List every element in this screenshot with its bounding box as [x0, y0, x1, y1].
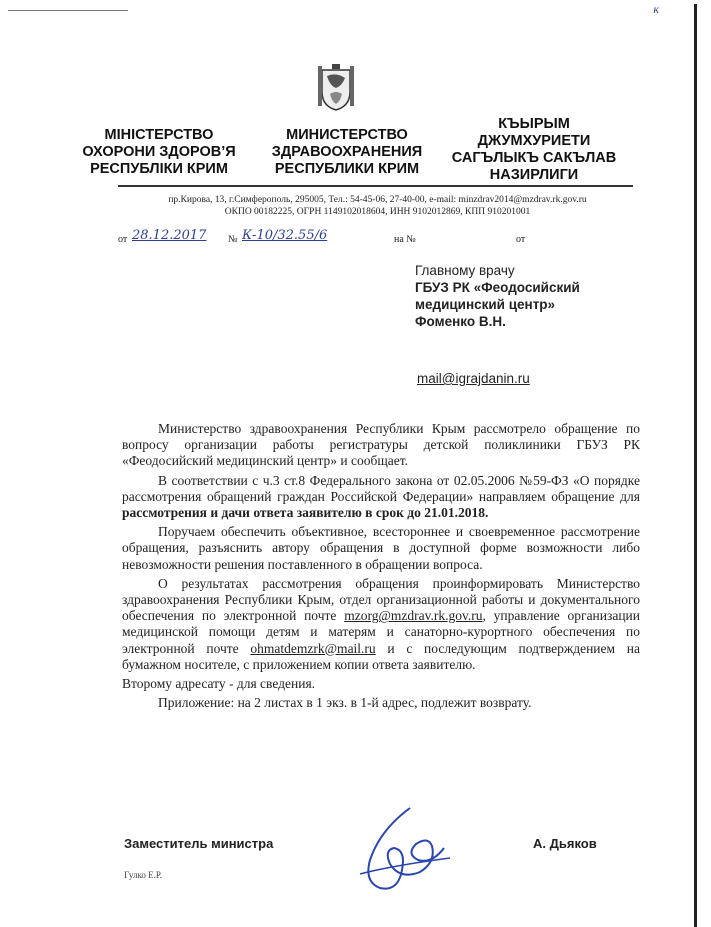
header-ukrainian	[70, 127, 248, 178]
header-ua-line: МІНІСТЕРСТВО	[104, 127, 214, 143]
paragraph-law	[122, 473, 640, 522]
paragraph-reporting	[122, 576, 640, 673]
handwritten-date: 28.12.2017	[132, 228, 207, 243]
reference-row	[118, 228, 638, 250]
addressee-email[interactable]: mail@igrajdanin.ru	[417, 371, 530, 386]
header-ua-line: РЕСПУБЛІКИ КРИМ	[90, 161, 228, 177]
addressee-line: Фоменко В.Н.	[415, 314, 506, 329]
header-crh-line: ДЖУМХУРИЕТИ	[477, 133, 591, 149]
header-ru-line: РЕСПУБЛИКИ КРИМ	[274, 161, 420, 177]
header-crh-line: КЪЫРЫМ	[498, 116, 570, 132]
header-ua-line: ОХОРОНИ ЗДОРОВ’Я	[82, 144, 236, 160]
addressee-line: медицинский центр»	[415, 297, 556, 312]
letter-body	[122, 421, 640, 714]
paragraph-reporting-text: , управление организации медицинской помощи детям и матерям и санаторно-курортного обеспечения по электронной почте	[122, 608, 641, 656]
paragraph-intro: Министерство здравоохранения Республики Крым рассмотрело обращение по вопросу организации работы регистратуры детской поликлиники ГБУЗ РК «Феодосийский медицинский центр» и сообщает.	[122, 421, 640, 469]
email-link-ohmat[interactable]: ohmatdemzrk@mail.ru	[250, 640, 376, 656]
header-crimean-tatar	[445, 116, 623, 184]
paragraph-law-text: В соответствии с ч.3 ст.8 Федерального закона от 02.05.2006 №59-ФЗ «О порядке рассмотрения обращений граждан Российской Федерации» направляем обращение для	[122, 472, 640, 504]
page-edge-shadow	[694, 4, 697, 927]
to-number-label: на №	[394, 234, 416, 245]
handwritten-signature	[340, 800, 460, 900]
paragraph-reporting-text: О результатах рассмотрения обращения проинформировать Министерство здравоохранения Республики Крым, отдел организационной работы и документального обеспечения по электронной почте	[122, 575, 640, 624]
addressee-line: Главному врачу	[415, 263, 515, 278]
addressee-block	[415, 262, 655, 330]
signer-position: Заместитель министра	[124, 836, 274, 851]
header-russian	[252, 127, 442, 178]
header-crh-line: НАЗИРЛИГИ	[489, 167, 579, 183]
handwritten-number: К-10/32.55/6	[242, 228, 328, 243]
crimea-coat-of-arms-emblem	[314, 64, 358, 112]
top-scan-line	[8, 10, 128, 11]
to-from-label: от	[516, 234, 526, 245]
header-crh-line: САГЪЛЫКЪ САКЪЛАВ	[451, 150, 617, 166]
corner-handwritten-mark: к	[653, 2, 659, 16]
header-ru-line: МИНИСТЕРСТВО	[286, 127, 408, 143]
header-ru-line: ЗДРАВООХРАНЕНИЯ	[271, 144, 423, 160]
executor-name: Гулко Е.Р.	[124, 870, 162, 880]
addressee-line: ГБУЗ РК «Феодосийский	[415, 280, 580, 295]
header-divider	[118, 185, 633, 187]
registration-line: ОКПО 00182225, ОГРН 1149102018604, ИНН 9102012869, КПП 910201001	[224, 207, 531, 217]
paragraph-attachment: Приложение: на 2 листах в 1 экз. в 1-й адрес, подлежит возврату.	[158, 695, 532, 711]
email-link-mzorg[interactable]: mzorg@mzdrav.rk.gov.ru	[344, 608, 483, 624]
address-line: пр.Кирова, 13, г.Симферополь, 295005, Тел.: 54-45-06, 27-40-00, e-mail: minzdrav2014@mzdrav.rk.gov.ru	[168, 195, 587, 205]
paragraph-reporting-text: и с последующим подтверждением на бумажном носителе, с приложением копии ответа заявителю.	[122, 640, 640, 672]
paragraph-instruction: Поручаем обеспечить объективное, всестороннее и своевременное рассмотрение обращения, разъяснить автору обращения в доступной форме возможности либо невозможности решения поставленного в обращении вопроса.	[122, 524, 640, 572]
paragraph-second-addressee: Второму адресату - для сведения.	[122, 676, 316, 692]
signer-name: А. Дьяков	[533, 836, 597, 851]
paragraph-law-deadline: рассмотрения и дачи ответа заявителю в срок до 21.01.2018.	[122, 505, 489, 521]
from-label: от	[118, 234, 128, 245]
number-label: №	[228, 234, 238, 245]
